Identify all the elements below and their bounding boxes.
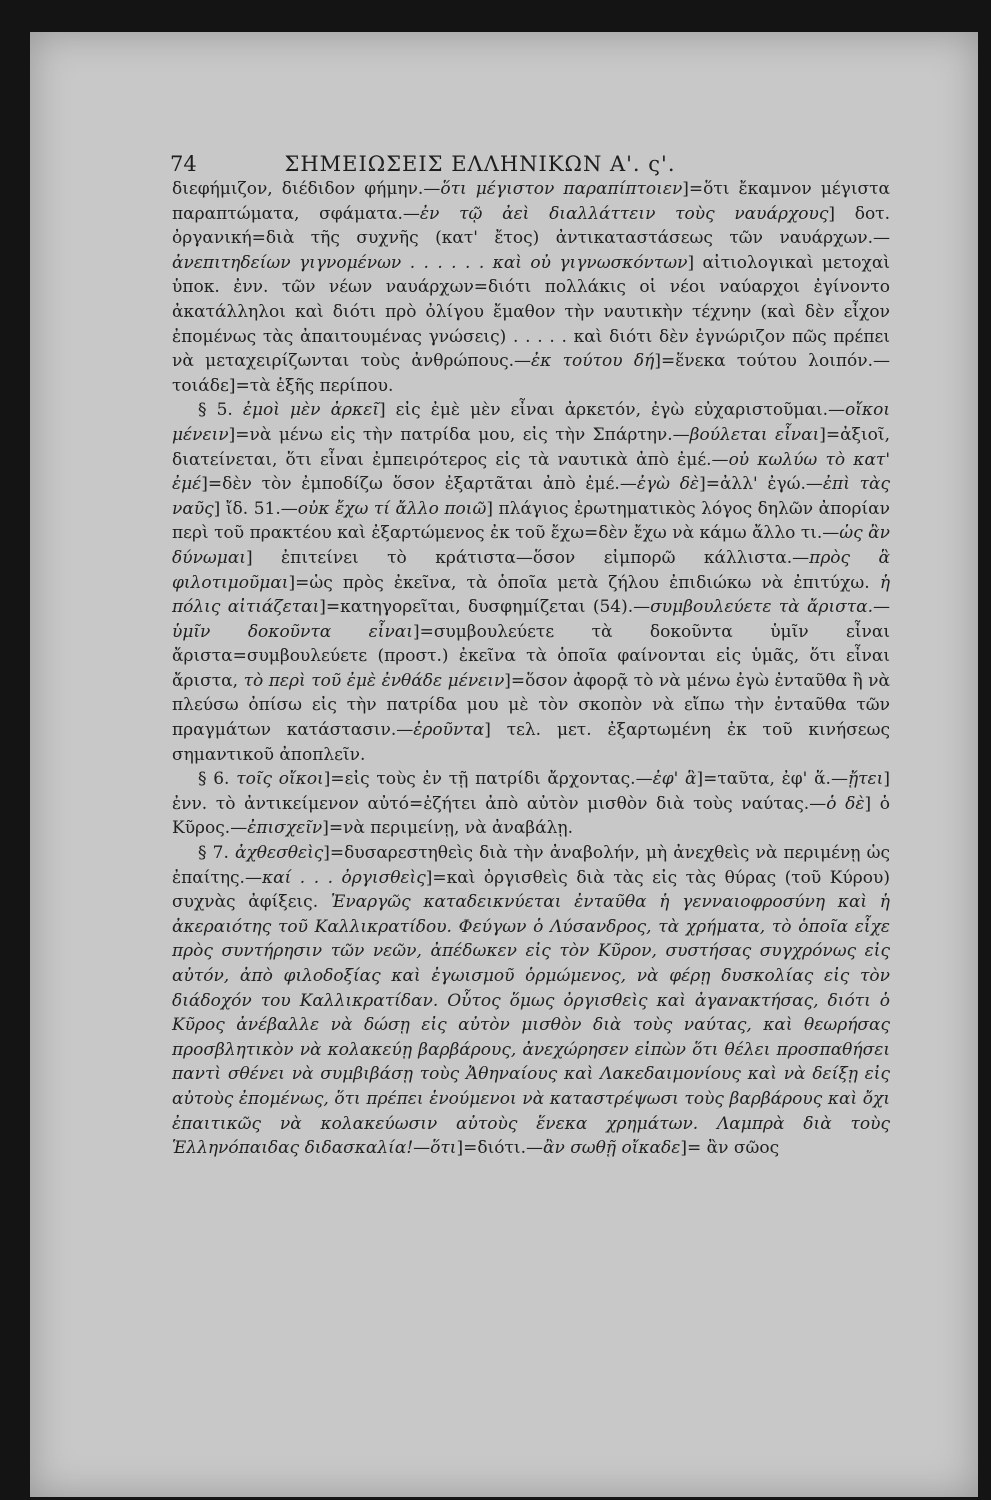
commentary-segment: § 5. [198,400,243,421]
commentary-segment: ]=νὰ περιμείνῃ, νὰ ἀναβάλῃ. [322,818,573,839]
commentary-segment: ] ὁ Κῦρος.— [172,793,890,839]
quoted-lemma: ἀνεπιτηδείων γιγνομένων . . . . . . καὶ οὐ γιγνωσκόντων [172,252,688,273]
quoted-lemma: ἐμοὶ μὲν ἀρκεῖ [242,400,379,421]
quoted-lemma: ἂν σωθῇ οἴκαδε [542,1138,681,1159]
commentary-segment: ]=ἀξιοῖ, διατείνεται, ὅτι εἶναι ἐμπειρότερος εἰς τὰ ναυτικὰ ἀπὸ ἐμέ.— [172,424,890,470]
commentary-text [172,177,890,1161]
commentary-segment: ]=δὲν τὸν ἐμποδίζω ὅσον ἐξαρτᾶται ἀπὸ ἐμέ.— [201,474,637,495]
commentary-segment: ]=ἀλλ' ἐγώ.— [699,474,823,495]
quoted-lemma: καί . . . ὀργισθεὶς [261,867,426,888]
quoted-lemma: ἐπισχεῖν [247,818,323,839]
commentary-segment: § 7. [198,843,235,864]
paragraph-intro [172,177,890,398]
quoted-lemma: πρὸς ἃ φιλοτιμοῦμαι [172,547,890,593]
paragraph-section-7 [172,841,890,1161]
commentary-segment: ] αἰτιολογικαὶ μετοχαὶ ὑποκ. ἐνν. τῶν νέων ναυάρχων=διότι πολλάκις οἱ νέοι ναύαρχοι ἐγίνοντο ἀκατάλληλοι καὶ διότι πρὸ ὀλίγου ἔμαθον τὴν ναυτικὴν τέχνην (καὶ δὲν εἶχον ἐπομένως τὰς ἀπαιτουμένας γνώσεις) . . . . . καὶ διότι δὲν ἐγνώριζον πῶς πρέπει νὰ μεταχειρίζωνται τοὺς ἀνθρώπους.— [172,252,890,372]
quoted-lemma: συμβουλεύετε τὰ ἄριστα.—ὑμῖν δοκοῦντα εἶναι [172,597,891,642]
commentary-segment: ]= ἂν σῶος [680,1138,780,1159]
commentary-segment: ] ἐνν. τὸ ἀντικείμενον αὐτό=ἐζήτει ἀπὸ αὐτὸν μισθὸν διὰ τοὺς ναύτας.— [172,769,890,814]
quoted-lemma: ἐφ' ἃ [652,769,697,790]
commentary-segment: ]=κατηγορεῖται, δυσφημίζεται (54).— [319,597,651,618]
quoted-lemma: ὅτι μέγιστον παραπίπτοιεν [440,179,683,199]
paragraph-section-5 [172,398,890,767]
page-number: 74 [170,152,197,176]
quoted-lemma: ὡς ἂν δύνωμαι [172,523,890,568]
commentary-segment: ] εἰς ἐμὲ μὲν εἶναι ἀρκετόν, ἐγὼ εὐχαριστοῦμαι.— [378,400,846,421]
quoted-lemma: ἐπὶ τὰς ναῦς [172,474,891,519]
quoted-lemma: ἡ πόλις αἰτιάζεται [172,572,890,618]
quoted-lemma: βούλεται εἶναι [689,424,820,445]
commentary-segment: ] ἐπιτείνει τὸ κράτιστα—ὅσον εἰμπορῶ κάλλιστα.— [245,547,810,568]
quoted-lemma: οὐκ ἔχω τί ἄλλο ποιῶ [297,498,487,519]
commentary-segment: ]=ἕνεκα τούτου λοιπόν.—τοιάδε]=τὰ ἑξῆς περίπου. [172,351,891,396]
quoted-lemma: οὐ κωλύω τὸ κατ' ἐμέ [172,449,891,495]
quoted-lemma: ἀχθεσθεὶς [234,843,324,864]
quoted-lemma: ᾔτει [847,769,884,790]
commentary-segment: ]=διότι.— [456,1138,543,1159]
commentary-segment: ]=δυσαρεστηθεὶς διὰ τὴν ἀναβολήν, μὴ ἀνεχθεὶς νὰ περιμένῃ ὡς ἐπαίτης.— [172,843,890,888]
commentary-segment: διεφήμιζον, διέδιδον φήμην.— [172,179,441,199]
commentary-segment: ] δοτ. ὀργανική=διὰ τῆς συχνῆς (κατ' ἔτος) ἀντικαταστάσεως τῶν ναυάρχων.— [172,203,890,249]
commentary-segment: ]=ὅσον ἀφορᾷ τὸ νὰ μένω ἐγὼ ἐνταῦθα ἢ νὰ πλεύσω ὀπίσω εἰς τὴν πατρίδα μου μὲ τὸν σκοπὸν νὰ εἴπω τὴν ἐνταῦθα τῶν πραγμάτων κατάστασιν.— [172,670,890,741]
commentary-segment: § 6. [198,769,237,790]
quoted-lemma: ἐν τῷ ἀεὶ διαλλάττειν τοὺς ναυάρχους [419,203,829,224]
commentary-segment: ]=καὶ ὀργισθεὶς διὰ τὰς εἰς τὰς θύρας (τοῦ Κύρου) συχνὰς ἀφίξεις. [172,867,890,913]
quoted-lemma: ὁ δὲ [826,793,865,814]
commentary-segment: ] πλάγιος ἐρωτηματικὸς λόγος δηλῶν ἀπορίαν περὶ τοῦ πρακτέου καὶ ἐξαρτώμενος ἐκ τοῦ ἔχω=δὲν ἔχω νὰ κάμω ἄλλο τι.— [172,498,891,544]
commentary-segment: ] τελ. μετ. ἐξαρτωμένη ἐκ τοῦ κινήσεως σημαντικοῦ ἀποπλεῖν. [172,720,891,765]
commentary-segment: ]=νὰ μένω εἰς τὴν πατρίδα μου, εἰς τὴν Σπάρτην.— [228,424,690,445]
commentary-segment: ]=ὅτι ἔκαμνον μέγιστα παραπτώματα, σφάματα.— [172,179,890,224]
quoted-lemma: ἐκ τούτου δή [531,351,655,372]
commentary-segment: ]=συμβουλεύετε τὰ δοκοῦντα ὑμῖν εἶναι ἄριστα=συμβουλεύετε (προστ.) ἐκεῖνα τὰ ὁποῖα φαίνονται εἰς ὑμᾶς, ὅτι εἶναι ἄριστα, [172,621,890,691]
quoted-lemma: τὸ περὶ τοῦ ἐμὲ ἐνθάδε μένειν [243,670,505,691]
quoted-lemma: ὅτι [430,1138,457,1159]
quoted-lemma: ἐροῦντα [413,720,485,741]
commentary-segment: ]=εἰς τοὺς ἐν τῇ πατρίδι ἄρχοντας.— [323,769,653,790]
quoted-lemma: τοῖς οἴκοι [236,769,324,790]
quoted-lemma: Ἐναργῶς καταδεικνύεται ἐνταῦθα ἡ γενναιοφροσύνη καὶ ἡ ἀκεραιότης τοῦ Καλλικρατίδου. Φεύγων ὁ Λύσανδρος, τὰ χρήματα, τὸ ὁποῖα εἶχε πρὸς συντήρησιν τῶν νεῶν, ἀπέδωκεν εἰς τὸν Κῦρον, συστήσας συγχρόνως εἰς αὐτόν, ἀπὸ φιλοδοξίας καὶ ἐγωισμοῦ ὁρμώμενος, νὰ φέρῃ δυσκολίας εἰς τὸν διάδοχόν του Καλλικρατίδαν. Οὗτος ὅμως ὀργισθεὶς καὶ ἀγανακτήσας, διότι ὁ Κῦρος ἀνέβαλλε νὰ δώσῃ εἰς αὐτὸν μισθὸν διὰ τοὺς ναύτας, καὶ θεωρήσας προσβλητικὸν νὰ κολακεύῃ βαρβάρους, ἀνεχώρησεν εἰπὼν ὅτι θέλει προσπαθήσει παντὶ σθένει νὰ συμβιβάσῃ τοὺς Ἀθηναίους καὶ Λακεδαιμονίους καὶ νὰ δείξῃ εἰς αὐτοὺς ἐπομένως, ὅτι πρέπει ἑνούμενοι νὰ καταστρέψωσι τοὺς βαρβάρους καὶ ὄχι ἐπαιτικῶς νὰ κολακεύωσιν αὐτοὺς ἕνεκα χρημάτων. Λαμπρὰ διὰ τοὺς Ἑλληνόπαιδας διδασκαλία!— [172,892,890,1159]
commentary-segment: ] ἴδ. 51.— [213,498,298,519]
paragraph-section-6 [172,767,890,841]
quoted-lemma: ἐγὼ δὲ [636,474,700,495]
running-title: ΣΗΜΕΙΩΣΕΙΣ ΕΛΛΗΝΙΚΩΝ Α'. ς'. [284,152,676,176]
commentary-segment: ]=ὡς πρὸς ἐκεῖνα, τὰ ὁποῖα μετὰ ζήλου ἐπιδιώκω νὰ ἐπιτύχω. [288,572,880,593]
commentary-segment: ]=ταῦτα, ἐφ' ἅ.— [696,769,848,790]
quoted-lemma: οἴκοι μένειν [172,400,890,445]
